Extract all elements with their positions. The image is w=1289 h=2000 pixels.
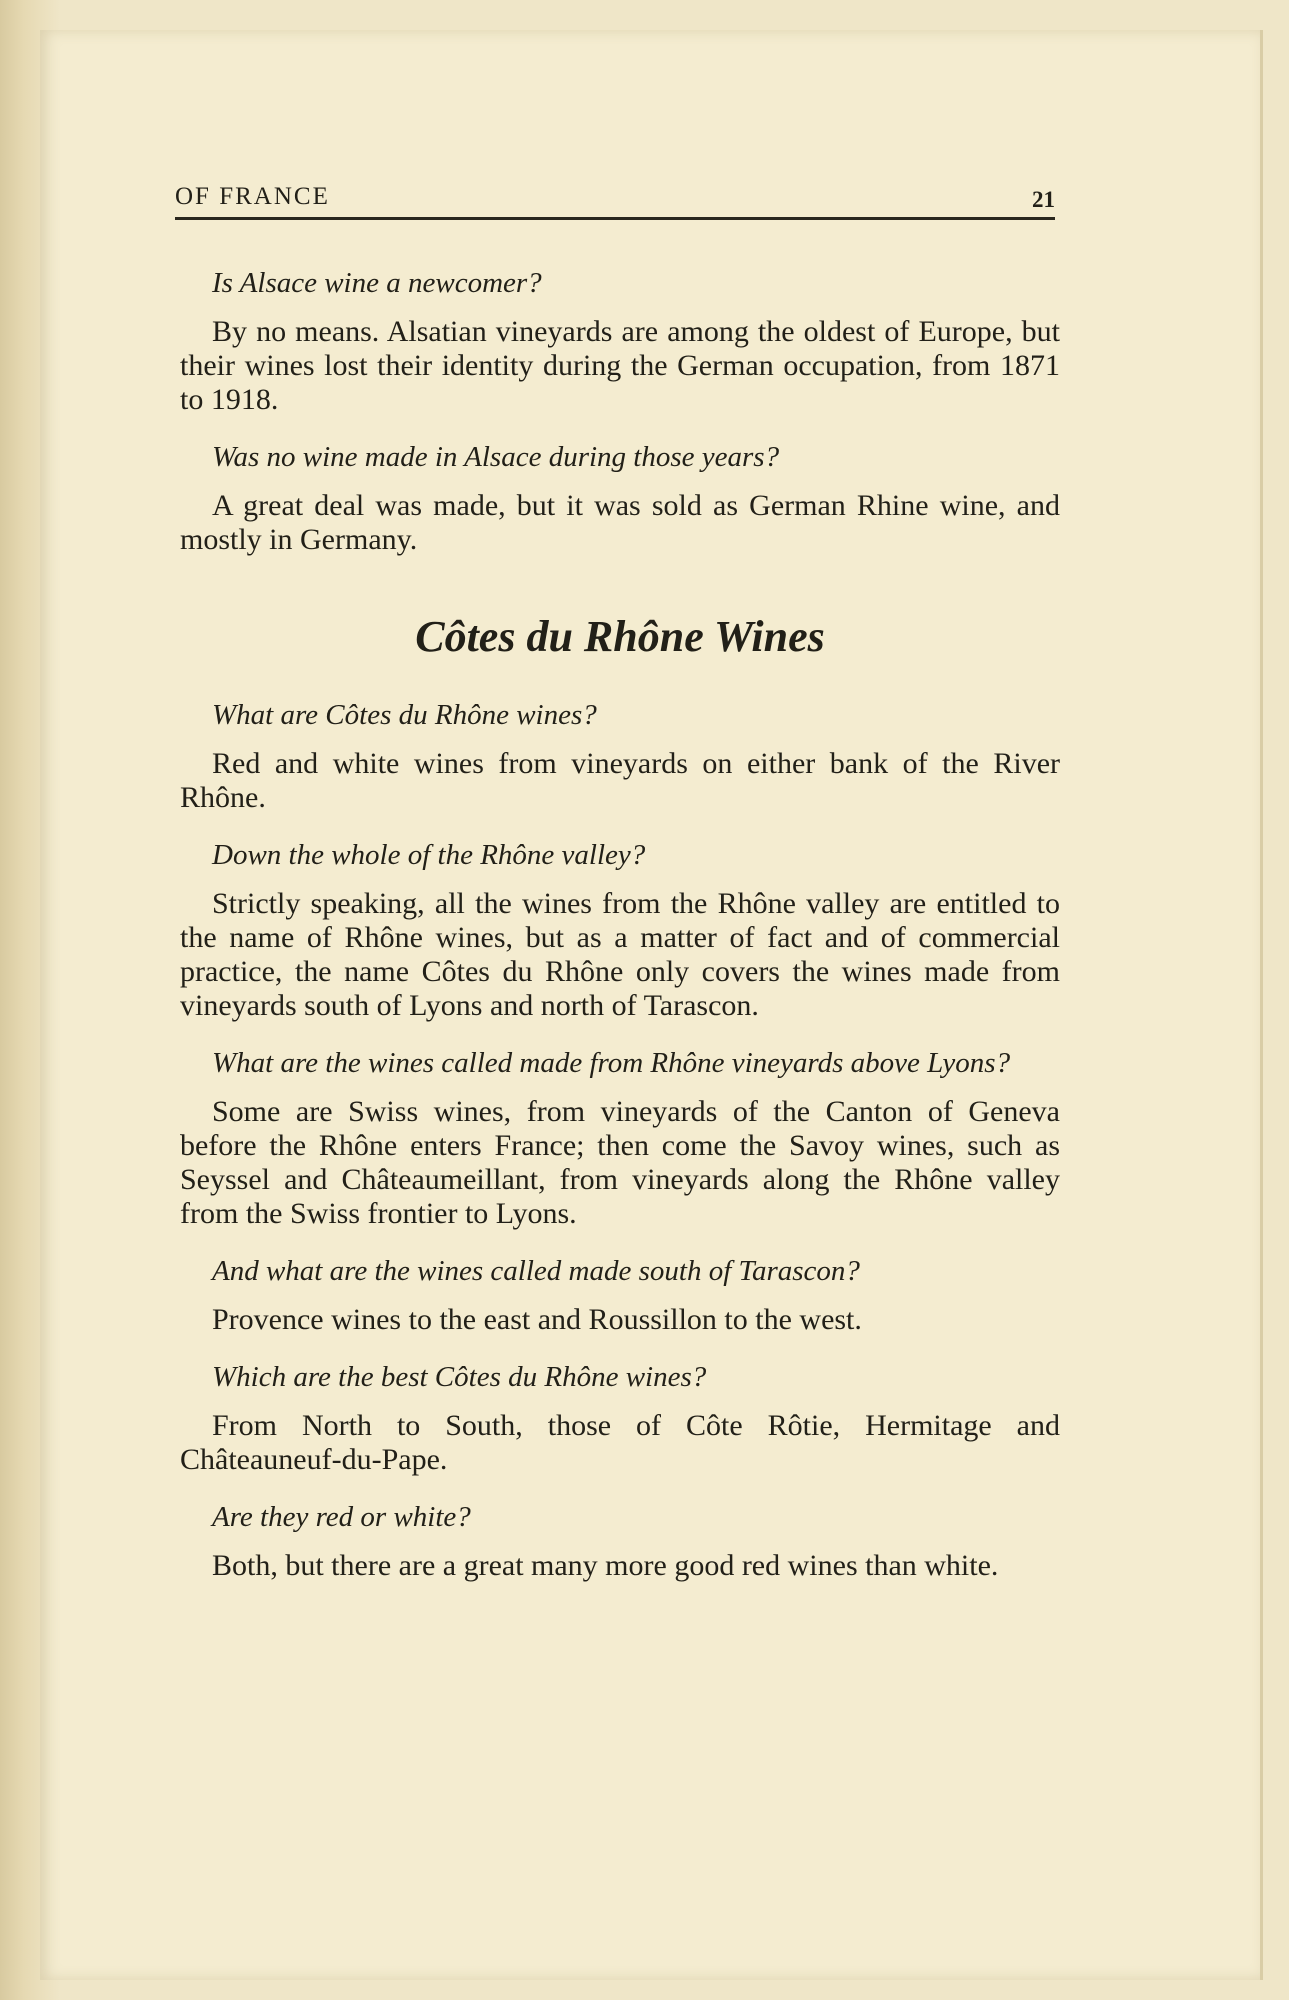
answer: By no means. Alsatian vineyards are among the oldest of Europe, but their wines lost their identity during the German occupation, from 1871 to 1918. — [180, 315, 1060, 416]
answer: Provence wines to the east and Roussillon to the west. — [212, 1303, 862, 1336]
answer: Strictly speaking, all the wines from the Rhône valley are entitled to the name of Rhône wines, but as a matter of fact and of commercial practice, the name Côtes du Rhône only covers the wines made from vineyards south of Lyons and north of Tarascon. — [180, 887, 1060, 1022]
question: Which are the best Côtes du Rhône wines? — [212, 1361, 707, 1393]
running-head: OF FRANCE — [175, 183, 330, 210]
question: Down the whole of the Rhône valley? — [212, 839, 646, 871]
section-title: Côtes du Rhône Wines — [415, 612, 825, 661]
question: What are Côtes du Rhône wines? — [212, 699, 597, 731]
question: And what are the wines called made south of Tarascon? — [212, 1255, 860, 1287]
answer: A great deal was made, but it was sold as German Rhine wine, and mostly in Germany. — [180, 489, 1060, 556]
question: Was no wine made in Alsace during those years? — [212, 441, 780, 473]
page-header — [175, 183, 1055, 223]
question: What are the wines called made from Rhône vineyards above Lyons? — [212, 1047, 1011, 1079]
answer: From North to South, those of Côte Rôtie, Hermitage and Châteauneuf-du-Pape. — [180, 1409, 1060, 1476]
header-rule — [175, 217, 1055, 220]
page-content — [180, 265, 1060, 1605]
answer: Some are Swiss wines, from vineyards of the Canton of Geneva before the Rhône enters France; then come the Savoy wines, such as Seyssel and Châteaumeillant, from vineyards along the Rhône valley from the Swiss frontier to Lyons. — [180, 1095, 1060, 1230]
answer: Red and white wines from vineyards on either bank of the River Rhône. — [180, 747, 1060, 814]
answer: Both, but there are a great many more good red wines than white. — [212, 1549, 999, 1582]
page-number: 21 — [1032, 187, 1055, 212]
question: Is Alsace wine a newcomer? — [212, 267, 542, 299]
question: Are they red or white? — [212, 1501, 471, 1533]
